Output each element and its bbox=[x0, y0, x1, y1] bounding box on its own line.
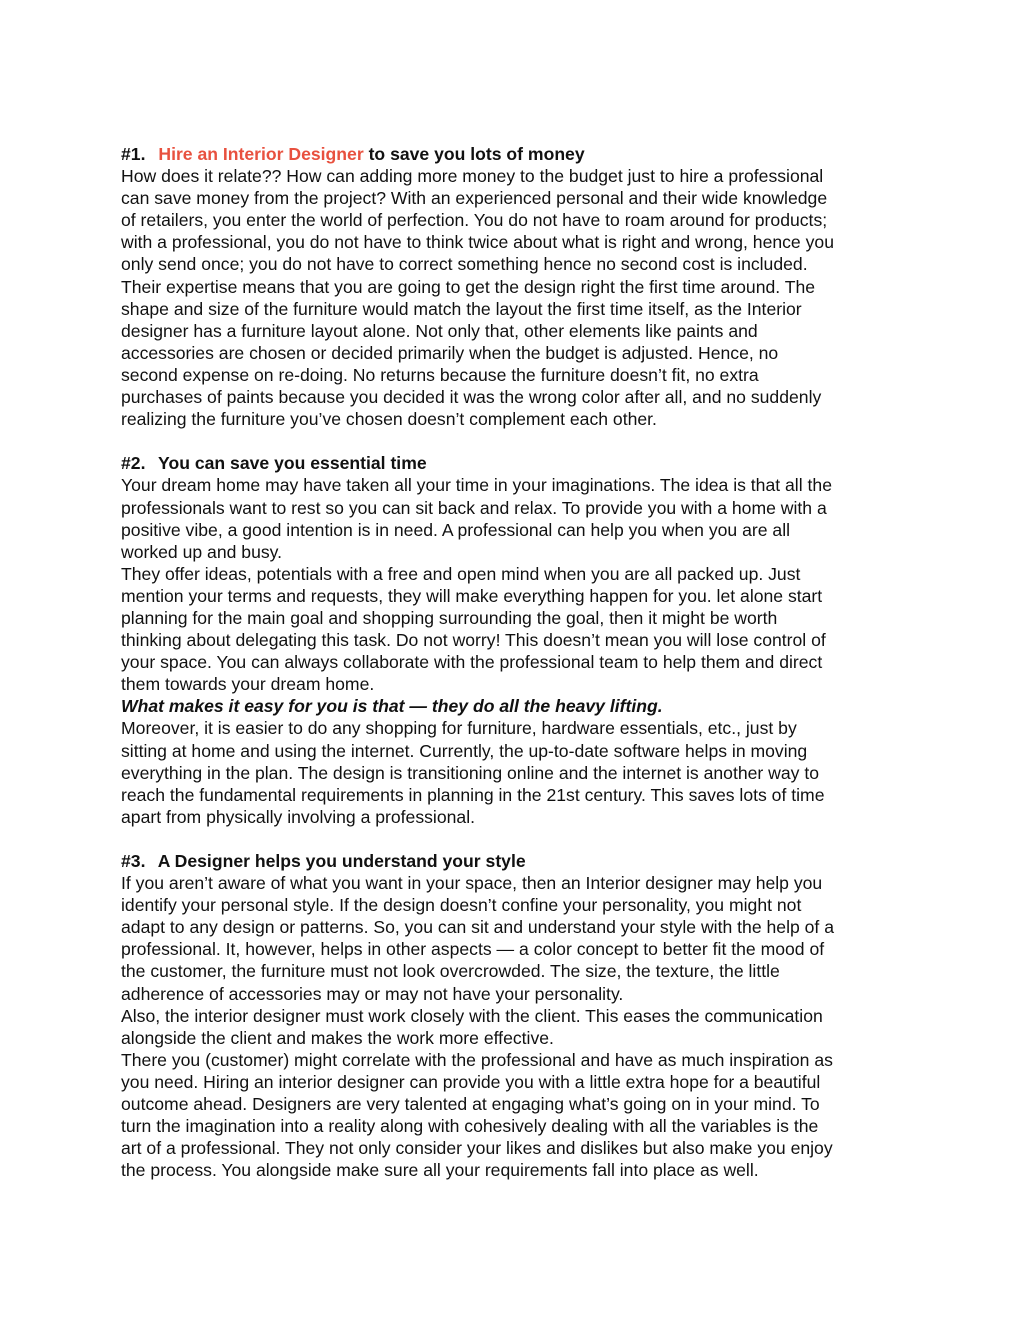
text-line: positive vibe, a good intention is in need. A professional can help you when you are all bbox=[121, 519, 791, 540]
text-line: apart from physically involving a professional. bbox=[121, 806, 475, 827]
text-line: professionals want to rest so you can sit back and relax. To provide you with a home with a bbox=[121, 497, 827, 518]
text-line: How does it relate?? How can adding more money to the budget just to hire a professional bbox=[121, 166, 824, 187]
text-line: planning for the main goal and shopping surrounding the goal, then it might be worth bbox=[121, 607, 778, 628]
section-3 bbox=[121, 850, 921, 1181]
text-line: sitting at home and using the internet. Currently, the up-to-date software helps in moving bbox=[121, 740, 808, 761]
text-line: worked up and busy. bbox=[121, 541, 283, 562]
section-2-paragraph-2 bbox=[121, 563, 921, 696]
section-1-heading bbox=[121, 143, 921, 165]
text-line: the process. You alongside make sure all your requirements fall into place as well. bbox=[121, 1160, 759, 1181]
text-line: thinking about delegating this task. Do not worry! This doesn’t mean you will lose control of bbox=[121, 630, 826, 651]
section-1-number: #1. bbox=[121, 144, 146, 164]
section-2-emphasis: What makes it easy for you is that — they do all the heavy lifting. bbox=[121, 696, 663, 717]
section-3-paragraph-2 bbox=[121, 1005, 921, 1049]
text-line: reach the fundamental requirements in planning in the 21st century. This saves lots of time bbox=[121, 784, 825, 805]
text-line: only send once; you do not have to correct something hence no second cost is included. bbox=[121, 254, 808, 275]
section-2-heading bbox=[121, 452, 921, 474]
document-page bbox=[121, 143, 921, 1204]
text-line: realizing the furniture you’ve chosen doesn’t complement each other. bbox=[121, 409, 657, 430]
section-3-paragraph-1 bbox=[121, 872, 921, 1005]
text-line: professional. It, however, helps in other aspects — a color concept to better fit the mood of bbox=[121, 939, 825, 960]
text-line: adapt to any design or patterns. So, you can sit and understand your style with the help of a bbox=[121, 917, 834, 938]
text-line: turn the imagination into a reality along with cohesively dealing with all the variables is the bbox=[121, 1116, 819, 1137]
section-2-paragraph-1 bbox=[121, 474, 921, 562]
section-1-heading-text: to save you lots of money bbox=[363, 144, 585, 164]
text-line: purchases of paints because you decided it was the wrong color after all, and no suddenly bbox=[121, 387, 822, 408]
section-2-paragraph-3 bbox=[121, 717, 921, 827]
text-line: identify your personal style. If the design doesn’t confine your personality, you might not bbox=[121, 895, 802, 916]
text-line: second expense on re-doing. No returns because the furniture doesn’t fit, no extra bbox=[121, 364, 759, 385]
text-line: of retailers, you enter the world of perfection. You do not have to roam around for products; bbox=[121, 210, 828, 231]
section-3-paragraph-3 bbox=[121, 1049, 921, 1182]
section-2-heading-text: You can save you essential time bbox=[158, 453, 427, 474]
text-line: Their expertise means that you are going to get the design right the first time around. The bbox=[121, 276, 816, 297]
section-3-heading-text: A Designer helps you understand your style bbox=[157, 851, 526, 871]
section-2-number: #2. bbox=[121, 453, 146, 474]
section-3-heading bbox=[121, 850, 921, 872]
text-line: you need. Hiring an interior designer can provide you with a little extra hope for a beautiful bbox=[121, 1071, 821, 1092]
text-line: accessories are chosen or decided primarily when the budget is adjusted. Hence, no bbox=[121, 342, 779, 363]
text-line: them towards your dream home. bbox=[121, 674, 375, 695]
section-1-paragraph-1 bbox=[121, 165, 921, 430]
text-line: There you (customer) might correlate with the professional and have as much inspiration as bbox=[121, 1049, 833, 1070]
text-line: They offer ideas, potentials with a free and open mind when you are all packed up. Just bbox=[121, 563, 801, 584]
text-line: shape and size of the furniture would match the layout the first time itself, as the Interior bbox=[121, 298, 802, 319]
text-line: Moreover, it is easier to do any shopping for furniture, hardware essentials, etc., just by bbox=[121, 718, 797, 739]
section-2 bbox=[121, 452, 921, 828]
text-line: everything in the plan. The design is transitioning online and the internet is another way to bbox=[121, 762, 820, 783]
section-3-number: #3. bbox=[121, 851, 146, 871]
text-line: with a professional, you do not have to think twice about what is right and wrong, hence you bbox=[121, 232, 834, 253]
text-line: alongside the client and makes the work more effective. bbox=[121, 1027, 554, 1048]
text-line: your space. You can always collaborate with the professional team to help them and direct bbox=[121, 652, 823, 673]
text-line: outcome ahead. Designers are very talented at engaging what’s going on in your mind. To bbox=[121, 1094, 820, 1115]
hire-interior-designer-link[interactable]: Hire an Interior Designer bbox=[158, 144, 364, 164]
text-line: can save money from the project? With an experienced personal and their wide knowledge bbox=[121, 188, 828, 209]
text-line: art of a professional. They not only consider your likes and dislikes but also make you enjoy bbox=[121, 1138, 833, 1159]
text-line: adherence of accessories may or may not have your personality. bbox=[121, 983, 624, 1004]
text-line: If you aren’t aware of what you want in your space, then an Interior designer may help you bbox=[121, 873, 823, 894]
text-line: designer has a furniture layout alone. Not only that, other elements like paints and bbox=[121, 320, 758, 341]
section-1 bbox=[121, 143, 921, 430]
text-line: the customer, the furniture must not look overcrowded. The size, the texture, the little bbox=[121, 961, 780, 982]
text-line: mention your terms and requests, they will make everything happen for you. let alone start bbox=[121, 585, 823, 606]
text-line: Also, the interior designer must work closely with the client. This eases the communication bbox=[121, 1005, 823, 1026]
text-line: Your dream home may have taken all your time in your imaginations. The idea is that all the bbox=[121, 475, 832, 496]
